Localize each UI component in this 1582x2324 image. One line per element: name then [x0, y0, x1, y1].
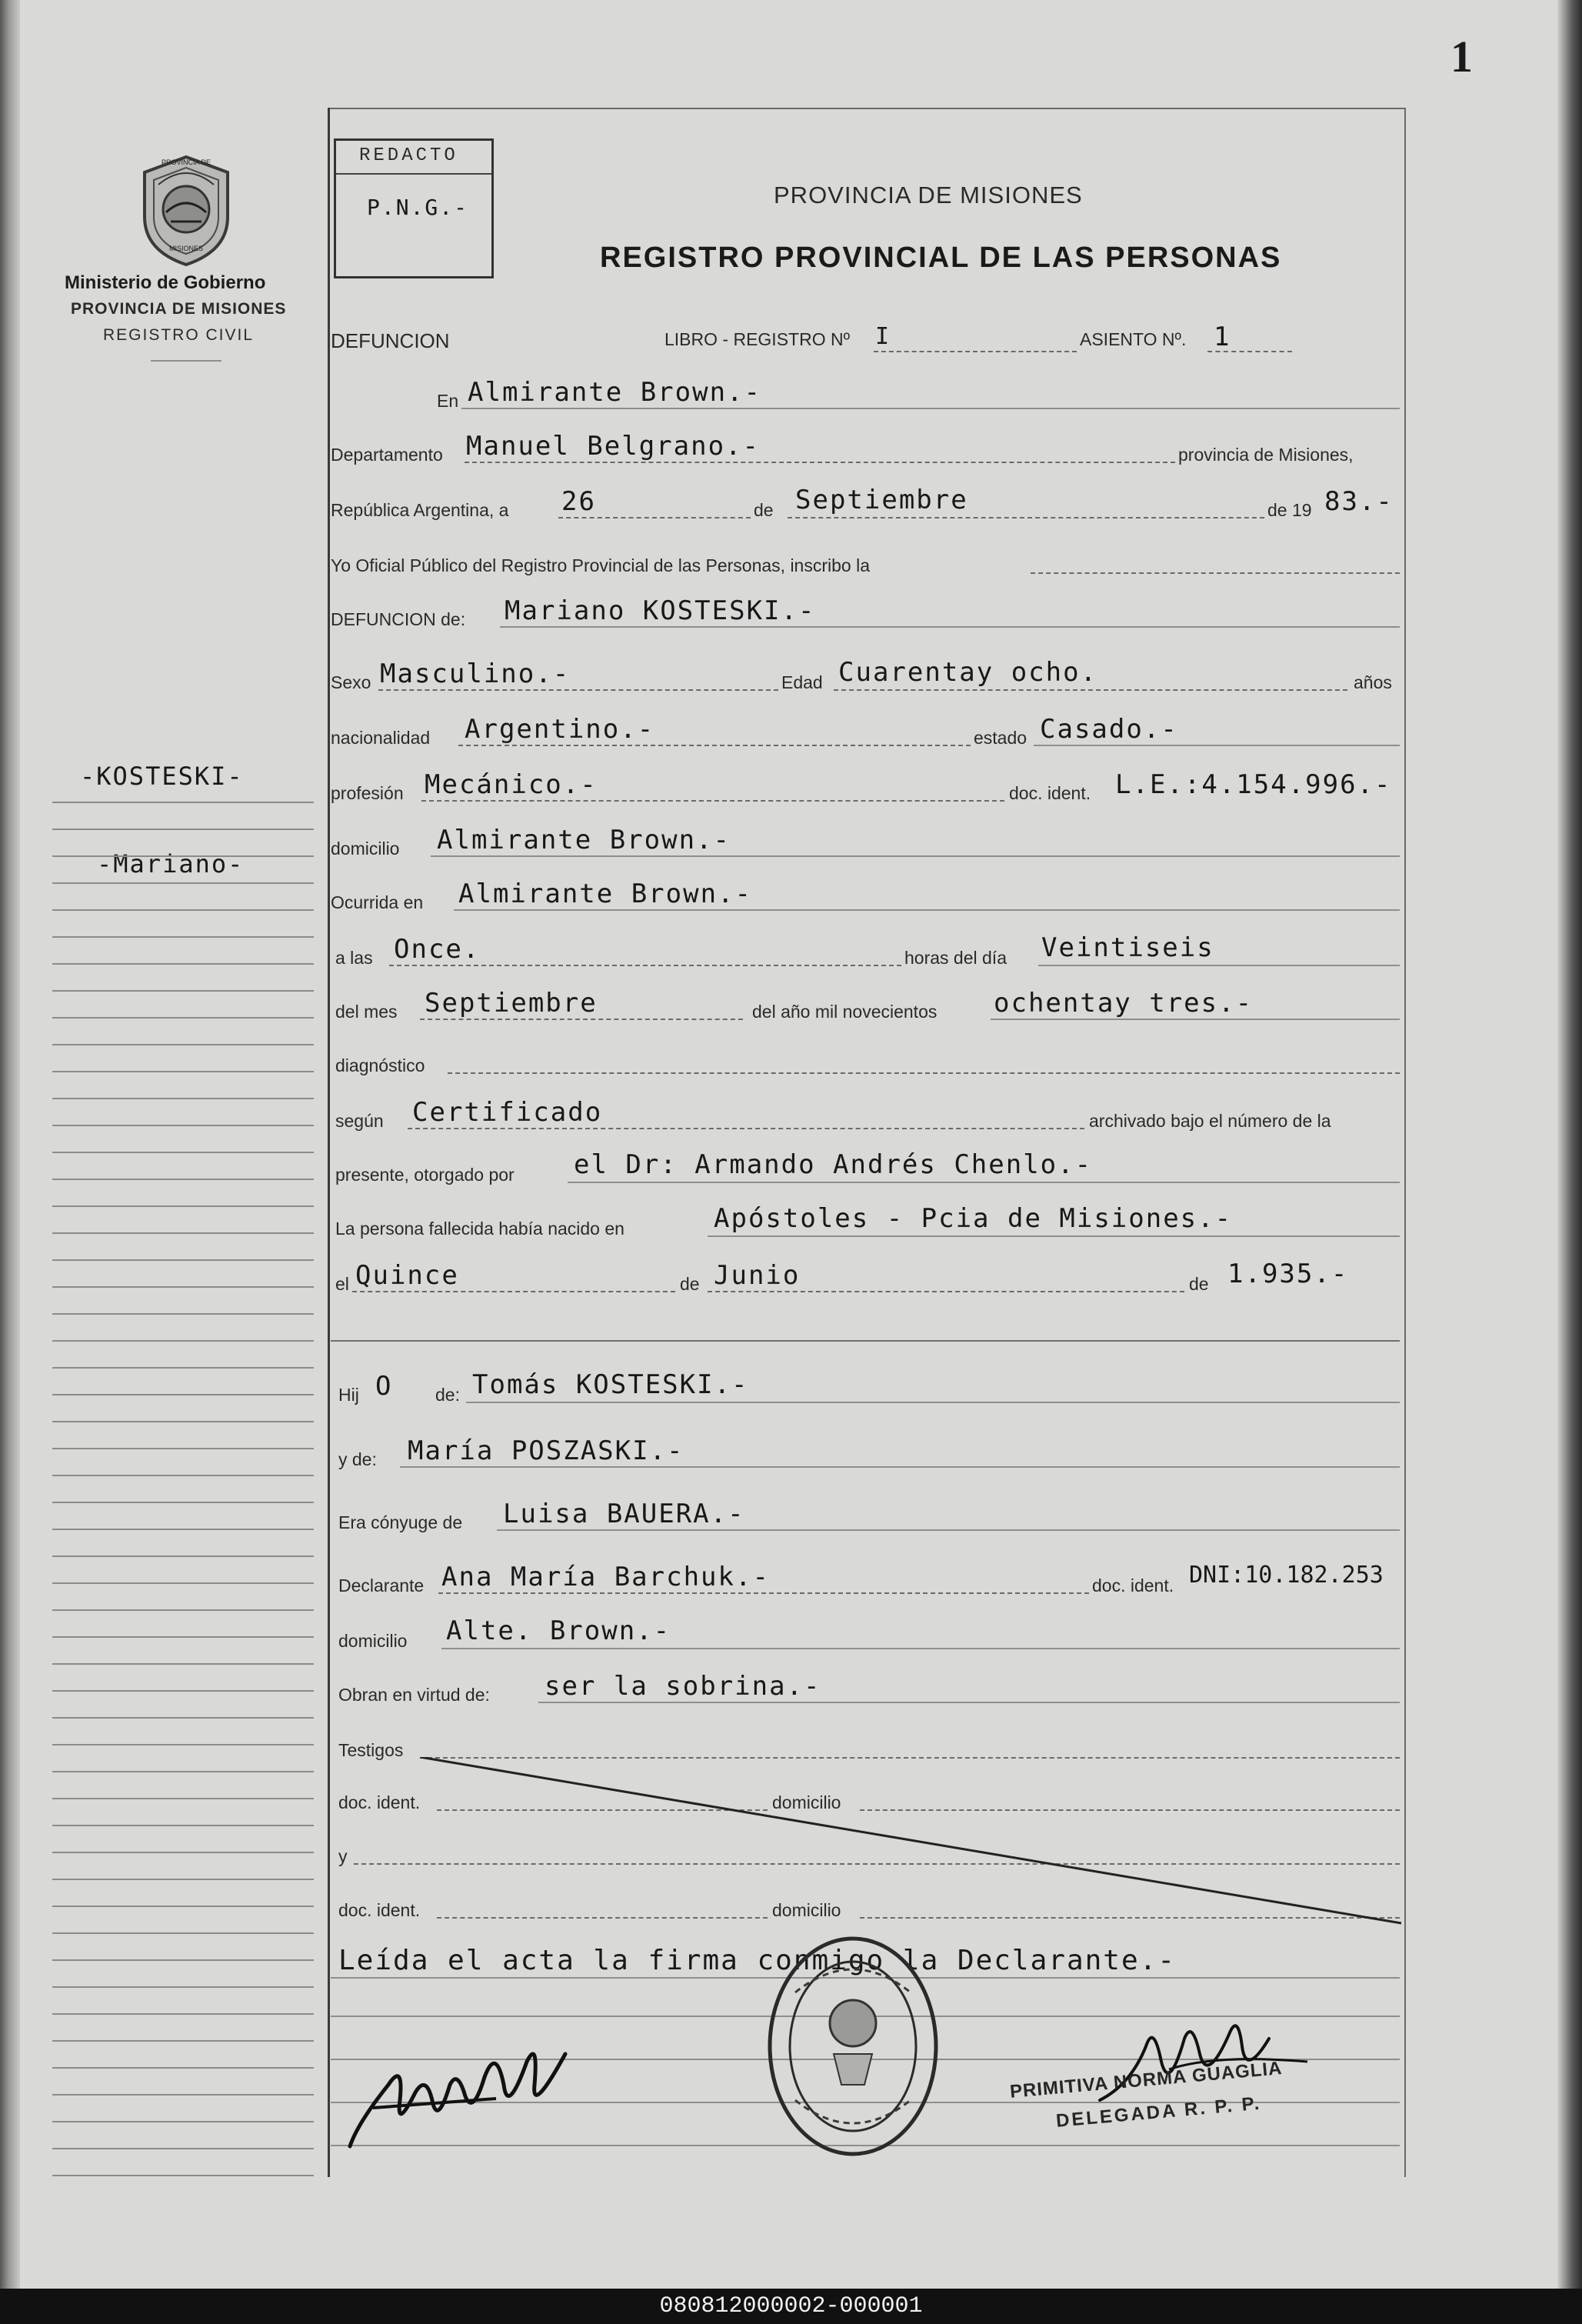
presente-label: presente, otorgado por	[335, 1165, 515, 1185]
redacto-label: REDACTO	[359, 145, 458, 166]
official-stamp-seal	[764, 1931, 941, 2162]
margin-line	[52, 1771, 314, 1772]
conyuge-label: Era cónyuge de	[338, 1512, 463, 1532]
margin-line	[52, 1690, 314, 1692]
sexo-value: Masculino.-	[380, 659, 571, 689]
page-number: 1	[1450, 32, 1473, 82]
ministry-underline	[151, 360, 221, 362]
margin-line	[52, 1825, 314, 1826]
cancel-strike-line	[420, 1757, 1404, 1926]
yde-label: y de:	[338, 1449, 377, 1469]
nac-mes-value: Junio	[714, 1260, 801, 1291]
segun-label: según	[335, 1111, 384, 1131]
decl-doc-value: DNI:10.182.253	[1189, 1562, 1384, 1589]
margin-line	[52, 829, 314, 830]
obran-label: Obran en virtud de:	[338, 1685, 490, 1705]
provincia-label: provincia de Misiones,	[1178, 445, 1354, 465]
libro-label: LIBRO - REGISTRO Nº	[664, 329, 850, 349]
margin-line	[52, 1259, 314, 1261]
margin-line	[52, 990, 314, 992]
closing-statement: Leída el acta la firma conmigo la Declarante.-	[338, 1945, 1176, 1976]
redacto-initials: P.N.G.-	[367, 195, 469, 220]
delegate-name-stamp: PRIMITIVA NORMA GUAGLIA	[1009, 2058, 1284, 2102]
anio-texto-value: ochentay tres.-	[994, 988, 1254, 1019]
margin-line	[52, 936, 314, 938]
hijde-label: de:	[435, 1385, 460, 1405]
hij-label: Hij	[338, 1385, 359, 1405]
anos-label: años	[1354, 672, 1392, 692]
anio-value: 83.-	[1324, 486, 1394, 517]
margin-line	[52, 1475, 314, 1476]
margin-line	[52, 1340, 314, 1342]
margin-line	[52, 1717, 314, 1719]
margin-line	[52, 1852, 314, 1853]
estado-value: Casado.-	[1040, 714, 1178, 745]
departamento-label: Departamento	[331, 445, 443, 465]
margin-line	[52, 909, 314, 911]
mes-value: Septiembre	[795, 485, 968, 515]
delegate-title-stamp: DELEGADA R. P. P.	[1055, 2092, 1263, 2132]
decl-doc-label: doc. ident.	[1092, 1575, 1174, 1595]
section-divider	[331, 1340, 1400, 1342]
margin-line	[52, 1205, 314, 1207]
binding-spine	[0, 0, 20, 2289]
declarante-value: Ana María Barchuk.-	[441, 1562, 770, 1592]
domicilio-value: Almirante Brown.-	[437, 825, 731, 855]
registry-title: REGISTRO PROVINCIAL DE LAS PERSONAS	[600, 242, 1282, 274]
conyuge-value: Luisa BAUERA.-	[503, 1499, 745, 1529]
form-top-border	[328, 108, 1404, 109]
margin-line	[52, 1879, 314, 1880]
oficial-text: Yo Oficial Público del Registro Provincial de las Personas, inscribo la	[331, 555, 870, 575]
nac-anio-value: 1.935.-	[1227, 1259, 1349, 1289]
form-left-border	[328, 108, 330, 2177]
margin-line	[52, 1044, 314, 1045]
act-type: DEFUNCION	[331, 329, 450, 352]
hora-value: Once.	[394, 934, 481, 965]
margin-line	[52, 2040, 314, 2042]
margin-line	[52, 1232, 314, 1234]
domicilio-label: domicilio	[331, 839, 400, 859]
margin-line	[52, 1179, 314, 1180]
margin-line	[52, 1502, 314, 1503]
asiento-value: 1	[1214, 322, 1231, 352]
ministry-province: PROVINCIA DE MISIONES	[71, 300, 287, 318]
margin-line	[52, 1098, 314, 1099]
t1-dom-label: domicilio	[772, 1792, 841, 1812]
ocurrida-label: Ocurrida en	[331, 892, 424, 912]
hij-value: O	[375, 1371, 393, 1402]
margin-line	[52, 855, 314, 857]
edad-value: Cuarentay ocho.	[838, 657, 1098, 688]
en-label: En	[437, 391, 459, 411]
republica-label: República Argentina, a	[331, 500, 509, 520]
dia-texto-value: Veintiseis	[1041, 932, 1214, 963]
margin-line	[52, 2175, 314, 2176]
margin-line	[52, 1986, 314, 1988]
decl-domicilio-label: domicilio	[338, 1631, 408, 1651]
docident-label: doc. ident.	[1009, 783, 1091, 803]
margin-line	[52, 1367, 314, 1369]
y-label: y	[338, 1846, 348, 1866]
margin-line	[52, 2121, 314, 2122]
declarante-label: Declarante	[338, 1575, 425, 1595]
province-title: PROVINCIA DE MISIONES	[774, 182, 1083, 208]
mes2-value: Septiembre	[425, 988, 598, 1019]
profesion-value: Mecánico.-	[425, 769, 598, 800]
asiento-label: ASIENTO Nº.	[1080, 329, 1187, 349]
madre-value: María POSZASKI.-	[408, 1435, 684, 1466]
delanio-label: del año mil novecientos	[752, 1002, 938, 1022]
docident-value: L.E.:4.154.996.-	[1115, 769, 1392, 800]
archivado-label: archivado bajo el número de la	[1089, 1111, 1331, 1131]
margin-line	[52, 1744, 314, 1746]
presente-value: el Dr: Armando Andrés Chenlo.-	[574, 1149, 1093, 1180]
margin-line	[52, 882, 314, 884]
margin-name: -Mariano-	[97, 849, 245, 879]
margin-line	[52, 1932, 314, 1934]
el-label: el	[335, 1274, 349, 1294]
margin-line	[52, 2067, 314, 2069]
ocurrida-value: Almirante Brown.-	[458, 879, 752, 909]
de19-label: de 19	[1267, 500, 1312, 520]
defuncion-label: DEFUNCION de:	[331, 609, 466, 629]
nac-de2-label: de	[1189, 1274, 1209, 1294]
testigos-label: Testigos	[338, 1740, 404, 1760]
nacido-value: Apóstoles - Pcia de Misiones.-	[714, 1203, 1233, 1234]
margin-line	[52, 1582, 314, 1584]
t2-dom-label: domicilio	[772, 1900, 841, 1920]
dia-value: 26	[561, 486, 596, 517]
margin-line	[52, 1286, 314, 1288]
margin-line	[52, 1017, 314, 1019]
margin-line	[52, 1313, 314, 1315]
t2-doc-label: doc. ident.	[338, 1900, 421, 1920]
margin-line	[52, 1152, 314, 1153]
nacionalidad-value: Argentino.-	[465, 714, 655, 745]
margin-line	[52, 802, 314, 803]
margin-line	[52, 1663, 314, 1665]
alas-label: a las	[335, 948, 373, 968]
libro-value: I	[875, 323, 891, 350]
segun-value: Certificado	[412, 1097, 603, 1128]
margin-line	[52, 1798, 314, 1799]
edad-label: Edad	[781, 672, 823, 692]
declarant-signature	[342, 2031, 596, 2154]
margin-line	[52, 1529, 314, 1530]
nac-de-label: de	[680, 1274, 700, 1294]
margin-line	[52, 1636, 314, 1638]
margin-line	[52, 2013, 314, 2015]
seal-lettering: PROVINCIA DE MISIONES	[161, 158, 211, 252]
margin-line	[52, 1448, 314, 1449]
diagnostico-label: diagnóstico	[335, 1055, 425, 1075]
margin-line	[52, 1906, 314, 1907]
decl-domicilio-value: Alte. Brown.-	[446, 1615, 671, 1646]
margin-line	[52, 2148, 314, 2149]
margin-line	[52, 1959, 314, 1961]
defuncion-value: Mariano KOSTESKI.-	[505, 595, 816, 626]
en-value: Almirante Brown.-	[468, 377, 761, 408]
nacionalidad-label: nacionalidad	[331, 728, 431, 748]
margin-line	[52, 1394, 314, 1395]
margin-line	[52, 963, 314, 965]
t1-doc-label: doc. ident.	[338, 1792, 421, 1812]
form-right-border	[1404, 108, 1406, 2177]
delmes-label: del mes	[335, 1002, 398, 1022]
obran-value: ser la sobrina.-	[545, 1671, 821, 1702]
margin-line	[52, 1125, 314, 1126]
margin-line	[52, 1421, 314, 1422]
estado-label: estado	[974, 728, 1027, 748]
margin-line	[52, 1555, 314, 1557]
scan-footer: 080812000002-000001	[0, 2289, 1582, 2324]
departamento-value: Manuel Belgrano.-	[466, 431, 760, 462]
ministry-registry: REGISTRO CIVIL	[103, 326, 255, 344]
de-label: de	[754, 500, 774, 520]
ministry-name: Ministerio de Gobierno	[65, 272, 266, 293]
margin-line	[52, 1071, 314, 1072]
margin-surname: -KOSTESKI-	[80, 762, 244, 791]
margin-line	[52, 2094, 314, 2096]
padre-value: Tomás KOSTESKI.-	[472, 1369, 749, 1400]
margin-line	[52, 1609, 314, 1611]
sexo-label: Sexo	[331, 672, 371, 692]
profesion-label: profesión	[331, 783, 404, 803]
redacto-divider	[336, 173, 491, 175]
nacido-label: La persona fallecida había nacido en	[335, 1219, 624, 1239]
page-edge	[1557, 0, 1582, 2289]
nac-dia-value: Quince	[355, 1260, 459, 1291]
redacto-box	[334, 138, 494, 278]
horasdia-label: horas del día	[904, 948, 1007, 968]
